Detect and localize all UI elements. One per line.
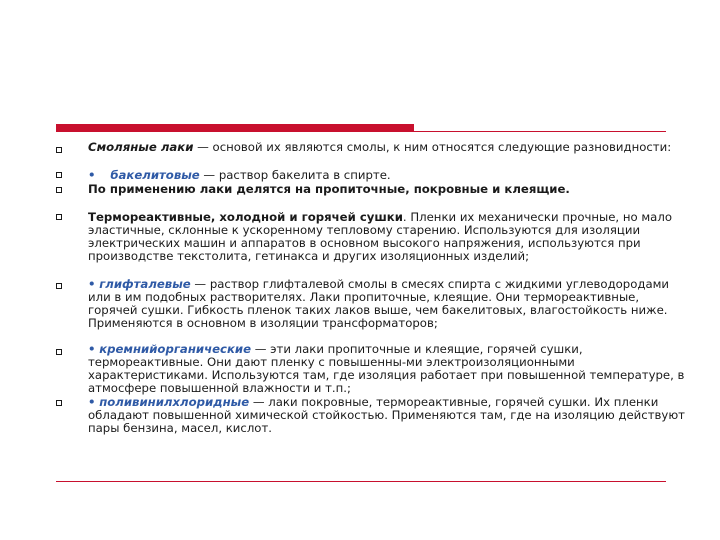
bullet-square-icon — [56, 187, 62, 193]
item-text: — эти лаки пропиточные и клеящие, горячей сушки, термореактивные. Они дают пленку с повышенны-ми электроизоляционными характеристиками. Используются там, где изоляция работает при повышенной температуре, в атмосфере повышенной влажности и т.п.; — [88, 342, 685, 395]
term-glyptal: глифталевые — [99, 277, 191, 291]
bullet-square-icon — [56, 283, 62, 289]
bullet-dot: • — [88, 168, 96, 182]
list-item: По применению лаки делятся на пропиточные, покровные и клеящие. — [88, 182, 570, 196]
term-resin-varnishes: Смоляные лаки — [88, 140, 194, 154]
item-text: — основой их являются смолы, к ним относятся следующие разновидности: — [193, 140, 672, 154]
list-item — [88, 169, 688, 182]
bullet-square-icon — [56, 400, 62, 406]
bullet-square-icon — [56, 172, 62, 178]
footer-rule — [56, 481, 666, 482]
term-thermosetting: Термореактивные, холодной и горячей сушки — [88, 210, 403, 224]
bullet-dot: • — [88, 277, 96, 291]
item-text: — раствор глифталевой смолы в смесях спирта с жидкими углеводородами или в им подобных растворителях. Лаки пропиточные, клеящие. Они термореактивные, горячей сушки. Гибкость пленок таких лаков выше, чем бакелитовых, влагостойкость ниже. Применяются в основном в изоляции трансформаторов; — [88, 277, 670, 330]
item-text: . Пленки их механически прочные, но мало эластичные, склонные к ускоренному тепловому старению. Используются для изоляции электрических машин и аппаратов в основном высокого напряжения, используются при производстве текстолита, гетинакса и других изоляционных изделий; — [88, 210, 672, 263]
header-thin-rule — [56, 131, 666, 132]
list-item — [88, 211, 688, 263]
list-item — [88, 141, 688, 154]
term-bakelite: бакелитовые — [110, 168, 200, 182]
bullet-square-icon — [56, 349, 62, 355]
bullet-dot: • — [88, 342, 96, 356]
list-item — [88, 278, 688, 330]
bullet-square-icon — [56, 147, 62, 153]
bullet-dot: • — [88, 395, 96, 409]
item-text: — лаки покровные, термореактивные, горячей сушки. Их пленки обладают повышенной химической стойкостью. Применяются там, где на изоляцию действуют пары бензина, масел, кислот. — [88, 395, 685, 435]
item-text: — раствор бакелита в спирте. — [199, 168, 391, 182]
bullet-square-icon — [56, 214, 62, 220]
list-item — [88, 396, 688, 435]
term-organosilicon: кремнийорганические — [99, 342, 252, 356]
list-item — [88, 343, 688, 395]
term-pvc: поливинилхлоридные — [99, 395, 250, 409]
header-red-bar — [56, 124, 414, 131]
